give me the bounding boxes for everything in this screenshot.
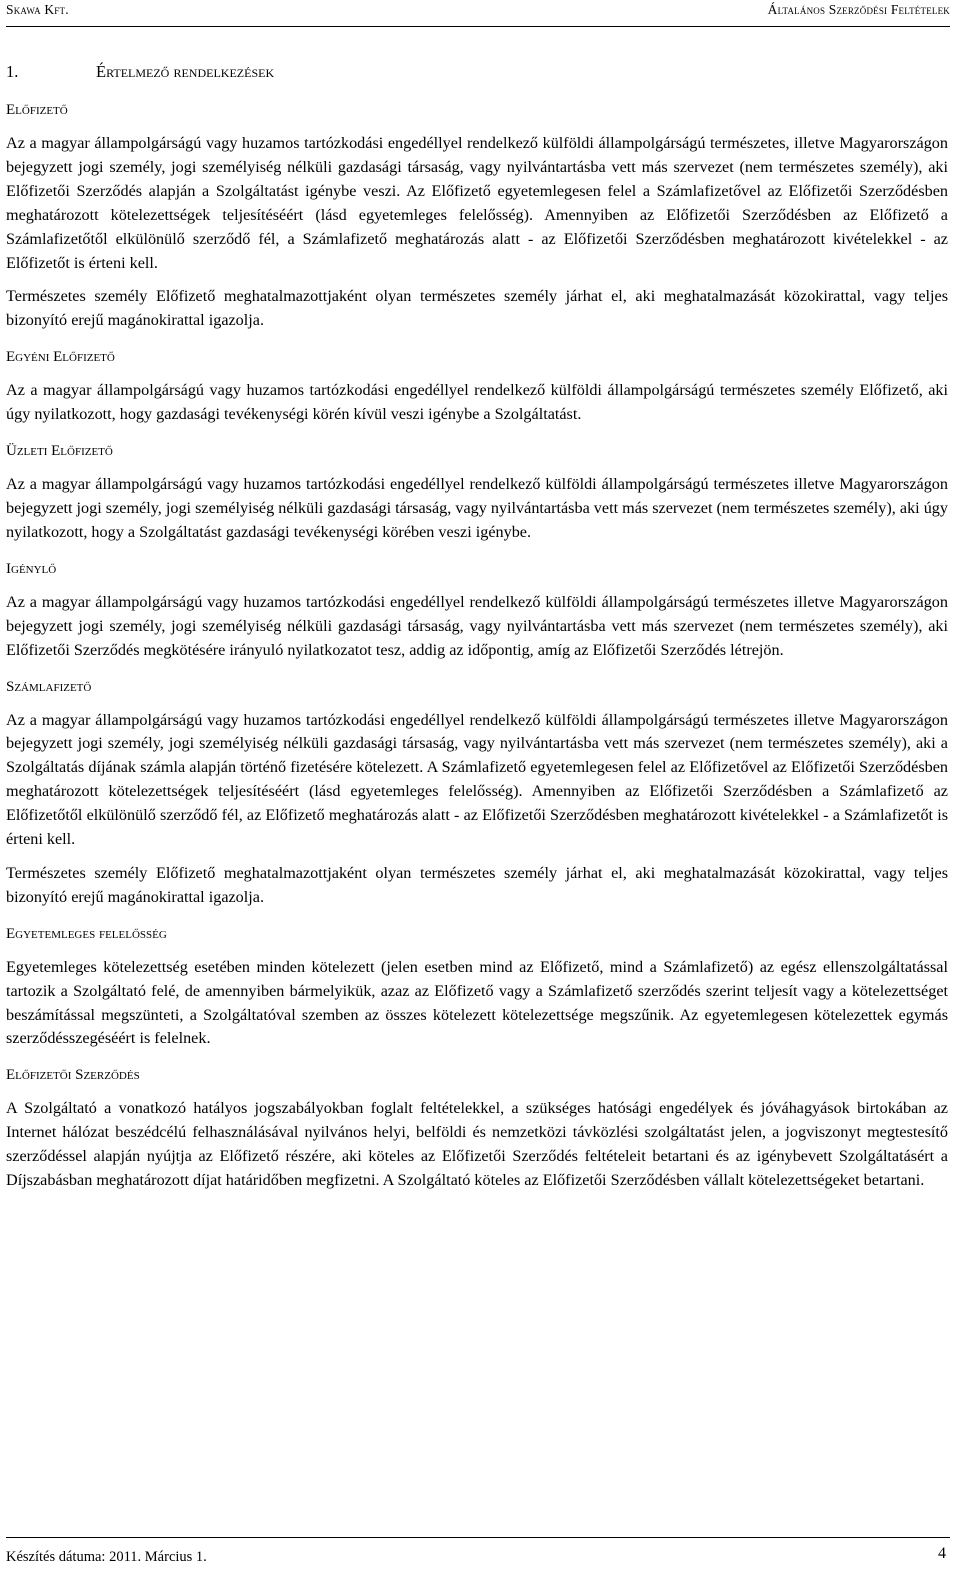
document-title: Általános Szerződési Feltételek xyxy=(767,2,950,17)
term-paragraph: Az a magyar állampolgárságú vagy huzamos tartózkodási engedéllyel rendelkező külföldi állampolgárságú természetes illetve Magyarországon bejegyzett jogi személy, jogi személyiség nélküli gazdasági társaság, vagy nyilvántartásba vett más szervezet (nem természetes személy), aki Előfizetői Szerződés megkötésére irányuló nyilatkozatot tesz, addig az időpontig, amíg az Előfizetői Szerződés létrejön. xyxy=(6,592,948,659)
header-divider xyxy=(6,26,950,27)
creation-date: Készítés dátuma: 2011. Március 1. xyxy=(6,1549,207,1565)
term-heading: Igénylő xyxy=(6,560,57,577)
term-paragraph: Az a magyar állampolgárságú vagy huzamos tartózkodási engedéllyel rendelkező külföldi állampolgárságú természetes személy Előfizető, aki úgy nyilatkozott, hogy gazdasági tevékenységi körén kívül veszi igénybe a Szolgáltatást. xyxy=(6,381,948,424)
page-footer xyxy=(6,1545,946,1569)
term-paragraph: Az a magyar állampolgárságú vagy huzamos tartózkodási engedéllyel rendelkező külföldi állampolgárságú természetes illetve Magyarországon bejegyzett jogi személy, jogi személyiség nélküli gazdasági társaság, vagy nyilvántartásba vett más szervezet (nem természetes személy), aki úgy nyilatkozott, hogy a Szolgáltatást gazdasági tevékenységi körében veszi igénybe. xyxy=(6,475,948,541)
section-heading xyxy=(6,62,948,86)
section-number: 1. xyxy=(6,62,19,81)
term-heading: Üzleti Előfizető xyxy=(6,443,113,460)
term-heading: Előfizetői Szerződés xyxy=(6,1067,140,1084)
document-body xyxy=(6,62,948,1203)
company-name: Skawa Kft. xyxy=(6,2,69,17)
page-number: 4 xyxy=(938,1545,946,1562)
term-heading: Egyetemleges felelősség xyxy=(6,925,167,942)
term-heading: Számlafizető xyxy=(6,678,92,695)
term-paragraph: A Szolgáltató a vonatkozó hatályos jogszabályokban foglalt feltételekkel, a szükséges hatósági engedélyek és jóváhagyások birtokában az Internet hálózat beszédcélú felhasználásával nyilvános helyi, belföldi és nemzetközi távközlési szolgáltatást jelen, a jogviszonyt megtestesítő szerződéssel alapján nyújtja az Előfizető részére, aki köteles az Előfizetői Szerződés feltételeit betartani és az igénybevett Szolgáltatásért a Díjszabásban meghatározott díjat határidőben megfizetni. A Szolgáltató köteles az Előfizetői Szerződésben vállalt kötelezettségeket betartani. xyxy=(6,1099,948,1190)
term-paragraph: Természetes személy Előfizető meghatalmazottjaként olyan természetes személy járhat el, aki meghatalmazását közokirattal, vagy teljes bizonyító erejű magánokirattal igazolja. xyxy=(6,287,948,330)
term-paragraph: Természetes személy Előfizető meghatalmazottjaként olyan természetes személy járhat el, aki meghatalmazását közokirattal, vagy teljes bizonyító erejű magánokirattal igazolja. xyxy=(6,863,948,906)
term-paragraph: Az a magyar állampolgárságú vagy huzamos tartózkodási engedéllyel rendelkező külföldi állampolgárságú természetes, illetve Magyarországon bejegyzett jogi személy, jogi személyiség nélküli gazdasági társaság, vagy nyilvántartásba vett más szervezet (nem természetes személy), aki Előfizetői Szerződés alapján a Szolgáltatást igénybe veszi. Az Előfizető egyetemlegesen felel a Számlafizetővel az Előfizetői Szerződésben meghatározott kötelezettségek teljesítéséért (lásd egyetemleges felelősség). Amennyiben az Előfizetői Szerződésben az Előfizető a Számlafizetőtől elkülönülő szerződő fél, a Számlafizető meghatározás alatt - az Előfizetői Szerződésben meghatározott kivételekkel - az Előfizetőt is érteni kell. xyxy=(6,134,948,272)
section-title: Értelmező rendelkezések xyxy=(96,62,275,81)
page-header xyxy=(6,2,950,24)
term-paragraph: Az a magyar állampolgárságú vagy huzamos tartózkodási engedéllyel rendelkező külföldi állampolgárságú természetes illetve Magyarországon bejegyzett jogi személy, jogi személyiség nélküli gazdasági társaság, vagy nyilvántartásba vett más szervezet (nem természetes személy), aki a Szolgáltatás díjának számla alapján történő fizetésére kötelezett. A Számlafizető egyetemlegesen felel az Előfizetővel az Előfizetői Szerződésben meghatározott kötelezettségek teljesítéséért (lásd egyetemleges felelősség). Amennyiben az Előfizetői Szerződésben a Számlafizető az Előfizetőtől elkülönülő szerződő fél, az Előfizető meghatározás alatt - az Előfizetői Szerződésben meghatározott kivételekkel - a Számlafizetőt is érteni kell. xyxy=(6,710,948,849)
term-paragraph: Egyetemleges kötelezettség esetében minden kötelezett (jelen esetben mind az Előfizető, mind a Számlafizető) az egész ellenszolgáltatással tartozik a Szolgáltató felé, de amennyiben bármelyikük, azaz az Előfizető vagy a Számlafizető szerződés szerint teljesít vagy a kötelezettséget beszámítással megszünteti, a Szolgáltatóval szemben az összes kötelezett kötelezettsége megszűnik. Az egyetemlegesen kötelezettek egymás szerződésszegéséért is felelnek. xyxy=(6,957,948,1048)
term-heading: Egyéni Előfizető xyxy=(6,349,115,366)
term-heading: Előfizető xyxy=(6,102,68,118)
footer-divider xyxy=(6,1537,950,1538)
